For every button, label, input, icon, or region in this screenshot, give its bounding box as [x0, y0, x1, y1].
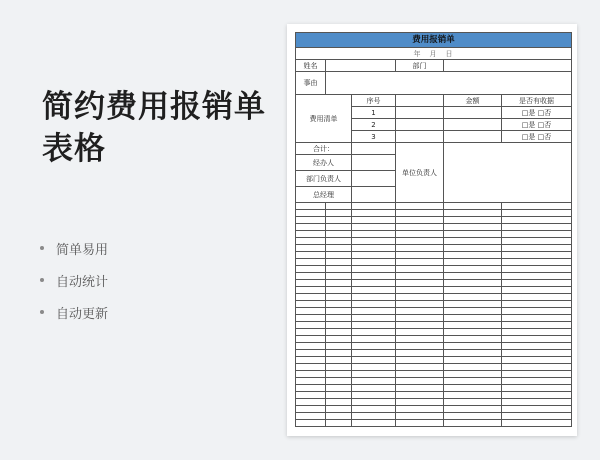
blank-row [296, 413, 572, 420]
blank-cell[interactable] [444, 266, 502, 273]
blank-cell[interactable] [296, 308, 326, 315]
blank-cell[interactable] [444, 392, 502, 399]
blank-cell[interactable] [296, 336, 326, 343]
blank-cell[interactable] [352, 203, 396, 210]
blank-cell[interactable] [326, 343, 352, 350]
blank-row [296, 301, 572, 308]
bullet-icon [40, 246, 44, 250]
blank-cell[interactable] [444, 322, 502, 329]
blank-row [296, 350, 572, 357]
blank-cell[interactable] [396, 238, 444, 245]
blank-cell[interactable] [352, 371, 396, 378]
blank-cell[interactable] [502, 266, 572, 273]
item-cell[interactable] [396, 131, 444, 143]
blank-cell[interactable] [444, 259, 502, 266]
blank-cell[interactable] [502, 287, 572, 294]
blank-cell[interactable] [296, 245, 326, 252]
blank-cell[interactable] [502, 378, 572, 385]
blank-cell[interactable] [444, 336, 502, 343]
blank-cell[interactable] [352, 392, 396, 399]
blank-cell[interactable] [326, 392, 352, 399]
gm-label: 总经理 [296, 187, 352, 203]
blank-row [296, 238, 572, 245]
blank-cell[interactable] [352, 294, 396, 301]
item-cell[interactable] [396, 107, 444, 119]
blank-cell[interactable] [352, 420, 396, 427]
blank-cell[interactable] [296, 420, 326, 427]
receipt-checkbox-cell[interactable]: □是 □否 [502, 119, 572, 131]
blank-row [296, 371, 572, 378]
blank-cell[interactable] [326, 308, 352, 315]
blank-cell[interactable] [326, 231, 352, 238]
blank-cell[interactable] [296, 203, 326, 210]
blank-cell[interactable] [296, 210, 326, 217]
blank-cell[interactable] [352, 217, 396, 224]
blank-cell[interactable] [352, 364, 396, 371]
blank-cell[interactable] [326, 203, 352, 210]
bullet-icon [40, 310, 44, 314]
blank-cell[interactable] [502, 238, 572, 245]
unit-head-signature[interactable] [444, 143, 572, 203]
blank-cell[interactable] [352, 301, 396, 308]
blank-cell[interactable] [502, 252, 572, 259]
blank-cell[interactable] [444, 280, 502, 287]
blank-cell[interactable] [396, 266, 444, 273]
blank-cell[interactable] [396, 406, 444, 413]
blank-cell[interactable] [444, 252, 502, 259]
blank-cell[interactable] [396, 378, 444, 385]
dept-label: 部门 [396, 60, 444, 72]
form-preview-sheet [287, 24, 577, 436]
blank-cell[interactable] [502, 273, 572, 280]
blank-cell[interactable] [502, 315, 572, 322]
blank-cell[interactable] [326, 350, 352, 357]
blank-cell[interactable] [296, 378, 326, 385]
blank-row [296, 273, 572, 280]
blank-row [296, 210, 572, 217]
receipt-checkbox-cell[interactable]: □是 □否 [502, 131, 572, 143]
blank-cell[interactable] [296, 343, 326, 350]
blank-cell[interactable] [352, 322, 396, 329]
blank-row [296, 280, 572, 287]
blank-cell[interactable] [296, 301, 326, 308]
blank-cell[interactable] [352, 350, 396, 357]
seq-header: 序号 [352, 95, 396, 107]
blank-row [296, 336, 572, 343]
feature-item [40, 296, 108, 328]
blank-cell[interactable] [352, 378, 396, 385]
blank-cell[interactable] [502, 364, 572, 371]
feature-item [40, 264, 108, 296]
blank-cell[interactable] [396, 385, 444, 392]
blank-cell[interactable] [444, 357, 502, 364]
feature-list [40, 232, 108, 328]
amount-cell[interactable] [444, 131, 502, 143]
form-title: 费用报销单 [296, 33, 572, 48]
blank-cell[interactable] [352, 399, 396, 406]
page-title [42, 86, 266, 170]
blank-cell[interactable] [326, 266, 352, 273]
blank-cell[interactable] [502, 392, 572, 399]
blank-cell[interactable] [444, 231, 502, 238]
name-label: 姓名 [296, 60, 326, 72]
blank-cell[interactable] [326, 406, 352, 413]
blank-cell[interactable] [502, 203, 572, 210]
blank-cell[interactable] [502, 245, 572, 252]
blank-cell[interactable] [502, 420, 572, 427]
blank-row [296, 315, 572, 322]
form-date-line: 年 月 日 [296, 48, 572, 60]
blank-cell[interactable] [396, 252, 444, 259]
blank-cell[interactable] [352, 315, 396, 322]
blank-cell[interactable] [444, 287, 502, 294]
blank-cell[interactable] [444, 406, 502, 413]
blank-row [296, 385, 572, 392]
blank-cell[interactable] [396, 315, 444, 322]
blank-cell[interactable] [296, 259, 326, 266]
unit-head-label: 单位负责人 [396, 143, 444, 203]
blank-cell[interactable] [444, 420, 502, 427]
feature-label: 自动统计 [56, 274, 109, 290]
blank-cell[interactable] [502, 294, 572, 301]
blank-cell[interactable] [352, 336, 396, 343]
blank-cell[interactable] [296, 406, 326, 413]
blank-cell[interactable] [396, 420, 444, 427]
item-header [396, 95, 444, 107]
amount-header: 金额 [444, 95, 502, 107]
blank-row [296, 245, 572, 252]
blank-cell[interactable] [326, 210, 352, 217]
gm-signature[interactable] [352, 187, 396, 203]
blank-row [296, 357, 572, 364]
blank-cell[interactable] [352, 231, 396, 238]
blank-cell[interactable] [502, 210, 572, 217]
blank-cell[interactable] [296, 280, 326, 287]
blank-cell[interactable] [352, 259, 396, 266]
blank-cell[interactable] [396, 210, 444, 217]
blank-cell[interactable] [396, 287, 444, 294]
page-title-line-2: 表格 [42, 131, 106, 167]
amount-cell[interactable] [444, 119, 502, 131]
blank-cell[interactable] [396, 413, 444, 420]
blank-row [296, 329, 572, 336]
blank-cell[interactable] [502, 259, 572, 266]
blank-cell[interactable] [352, 357, 396, 364]
blank-cell[interactable] [444, 315, 502, 322]
blank-cell[interactable] [444, 329, 502, 336]
blank-cell[interactable] [326, 224, 352, 231]
blank-cell[interactable] [444, 350, 502, 357]
blank-cell[interactable] [326, 385, 352, 392]
feature-item [40, 232, 108, 264]
blank-row [296, 224, 572, 231]
blank-cell[interactable] [502, 350, 572, 357]
blank-cell[interactable] [296, 252, 326, 259]
blank-cell[interactable] [296, 364, 326, 371]
blank-cell[interactable] [444, 210, 502, 217]
reason-label: 事由 [296, 72, 326, 95]
blank-row [296, 378, 572, 385]
blank-cell[interactable] [444, 364, 502, 371]
blank-cell[interactable] [444, 294, 502, 301]
blank-cell[interactable] [502, 413, 572, 420]
blank-cell[interactable] [326, 336, 352, 343]
blank-cell[interactable] [326, 329, 352, 336]
blank-row [296, 294, 572, 301]
blank-cell[interactable] [396, 259, 444, 266]
blank-cell[interactable] [296, 231, 326, 238]
blank-cell[interactable] [502, 217, 572, 224]
blank-cell[interactable] [352, 343, 396, 350]
blank-cell[interactable] [326, 357, 352, 364]
blank-cell[interactable] [444, 371, 502, 378]
blank-cell[interactable] [444, 385, 502, 392]
blank-cell[interactable] [444, 399, 502, 406]
blank-cell[interactable] [352, 413, 396, 420]
blank-row [296, 343, 572, 350]
bullet-icon [40, 278, 44, 282]
blank-cell[interactable] [352, 308, 396, 315]
blank-row [296, 322, 572, 329]
blank-cell[interactable] [296, 273, 326, 280]
blank-cell[interactable] [326, 217, 352, 224]
blank-cell[interactable] [396, 329, 444, 336]
blank-cell[interactable] [296, 315, 326, 322]
blank-cell[interactable] [352, 224, 396, 231]
blank-cell[interactable] [396, 280, 444, 287]
blank-row [296, 392, 572, 399]
blank-cell[interactable] [502, 399, 572, 406]
blank-cell[interactable] [352, 210, 396, 217]
blank-row [296, 364, 572, 371]
reason-field[interactable] [326, 72, 572, 95]
receipt-header: 是否有收据 [502, 95, 572, 107]
blank-cell[interactable] [444, 245, 502, 252]
blank-cell[interactable] [396, 399, 444, 406]
amount-cell[interactable] [444, 107, 502, 119]
blank-cell[interactable] [296, 350, 326, 357]
blank-cell[interactable] [444, 217, 502, 224]
blank-cell[interactable] [396, 231, 444, 238]
blank-cell[interactable] [296, 294, 326, 301]
blank-cell[interactable] [502, 231, 572, 238]
blank-row [296, 308, 572, 315]
blank-cell[interactable] [296, 329, 326, 336]
blank-cell[interactable] [296, 399, 326, 406]
blank-cell[interactable] [502, 224, 572, 231]
blank-cell[interactable] [444, 413, 502, 420]
blank-cell[interactable] [326, 413, 352, 420]
blank-row [296, 217, 572, 224]
blank-cell[interactable] [352, 280, 396, 287]
blank-cell[interactable] [326, 259, 352, 266]
name-field[interactable] [326, 60, 396, 72]
blank-cell[interactable] [296, 217, 326, 224]
blank-cell[interactable] [502, 385, 572, 392]
blank-cell[interactable] [396, 343, 444, 350]
blank-cell[interactable] [326, 273, 352, 280]
blank-row [296, 231, 572, 238]
blank-cell[interactable] [502, 329, 572, 336]
blank-cell[interactable] [444, 224, 502, 231]
blank-cell[interactable] [326, 245, 352, 252]
handler-label: 经办人 [296, 155, 352, 171]
blank-cell[interactable] [444, 308, 502, 315]
blank-cell[interactable] [352, 273, 396, 280]
blank-cell[interactable] [502, 322, 572, 329]
blank-cell[interactable] [396, 217, 444, 224]
blank-cell[interactable] [326, 399, 352, 406]
blank-cell[interactable] [326, 287, 352, 294]
blank-cell[interactable] [352, 287, 396, 294]
blank-row [296, 399, 572, 406]
item-cell[interactable] [396, 119, 444, 131]
blank-cell[interactable] [396, 273, 444, 280]
seq-cell: 3 [352, 131, 396, 143]
blank-cell[interactable] [296, 385, 326, 392]
blank-row [296, 259, 572, 266]
blank-cell[interactable] [396, 294, 444, 301]
feature-label: 简单易用 [56, 242, 109, 258]
blank-cell[interactable] [326, 378, 352, 385]
blank-cell[interactable] [326, 420, 352, 427]
blank-cell[interactable] [326, 280, 352, 287]
blank-cell[interactable] [396, 322, 444, 329]
total-label: 合计： [296, 143, 352, 155]
blank-cell[interactable] [326, 371, 352, 378]
blank-cell[interactable] [296, 238, 326, 245]
blank-cell[interactable] [396, 203, 444, 210]
blank-cell[interactable] [296, 357, 326, 364]
blank-cell[interactable] [326, 294, 352, 301]
expense-list-label: 费用清单 [296, 95, 352, 143]
blank-cell[interactable] [326, 238, 352, 245]
blank-cell[interactable] [396, 350, 444, 357]
blank-cell[interactable] [396, 336, 444, 343]
dept-head-signature[interactable] [352, 171, 396, 187]
blank-cell[interactable] [326, 315, 352, 322]
handler-signature[interactable] [352, 155, 396, 171]
blank-cell[interactable] [396, 392, 444, 399]
blank-cell[interactable] [326, 364, 352, 371]
blank-cell[interactable] [352, 238, 396, 245]
blank-cell[interactable] [444, 301, 502, 308]
blank-row [296, 252, 572, 259]
blank-cell[interactable] [502, 343, 572, 350]
blank-cell[interactable] [444, 238, 502, 245]
blank-cell[interactable] [502, 406, 572, 413]
blank-cell[interactable] [296, 322, 326, 329]
blank-cell[interactable] [352, 245, 396, 252]
total-value[interactable] [352, 143, 396, 155]
blank-row [296, 406, 572, 413]
blank-cell[interactable] [296, 224, 326, 231]
blank-cell[interactable] [444, 203, 502, 210]
blank-cell[interactable] [502, 336, 572, 343]
blank-cell[interactable] [352, 266, 396, 273]
blank-row [296, 287, 572, 294]
blank-cell[interactable] [352, 252, 396, 259]
blank-cell[interactable] [296, 371, 326, 378]
blank-cell[interactable] [352, 329, 396, 336]
blank-cell[interactable] [326, 252, 352, 259]
seq-cell: 1 [352, 107, 396, 119]
dept-field[interactable] [444, 60, 572, 72]
blank-cell[interactable] [502, 371, 572, 378]
blank-cell[interactable] [396, 364, 444, 371]
blank-cell[interactable] [352, 385, 396, 392]
blank-cell[interactable] [444, 378, 502, 385]
blank-cell[interactable] [296, 266, 326, 273]
seq-cell: 2 [352, 119, 396, 131]
blank-cell[interactable] [296, 413, 326, 420]
blank-cell[interactable] [396, 301, 444, 308]
blank-cell[interactable] [444, 343, 502, 350]
blank-cell[interactable] [396, 245, 444, 252]
blank-cell[interactable] [396, 371, 444, 378]
blank-cell[interactable] [326, 322, 352, 329]
blank-cell[interactable] [296, 287, 326, 294]
blank-row [296, 266, 572, 273]
blank-cell[interactable] [396, 308, 444, 315]
blank-cell[interactable] [296, 392, 326, 399]
blank-cell[interactable] [396, 357, 444, 364]
blank-cell[interactable] [352, 406, 396, 413]
expense-form-table [295, 32, 572, 427]
blank-cell[interactable] [502, 357, 572, 364]
blank-row [296, 203, 572, 210]
blank-row [296, 420, 572, 427]
page-title-line-1: 简约费用报销单 [42, 89, 266, 125]
blank-cell[interactable] [502, 301, 572, 308]
blank-cell[interactable] [502, 308, 572, 315]
blank-cell[interactable] [444, 273, 502, 280]
blank-cell[interactable] [326, 301, 352, 308]
receipt-checkbox-cell[interactable]: □是 □否 [502, 107, 572, 119]
feature-label: 自动更新 [56, 306, 109, 322]
dept-head-label: 部门负责人 [296, 171, 352, 187]
blank-cell[interactable] [396, 224, 444, 231]
blank-cell[interactable] [502, 280, 572, 287]
